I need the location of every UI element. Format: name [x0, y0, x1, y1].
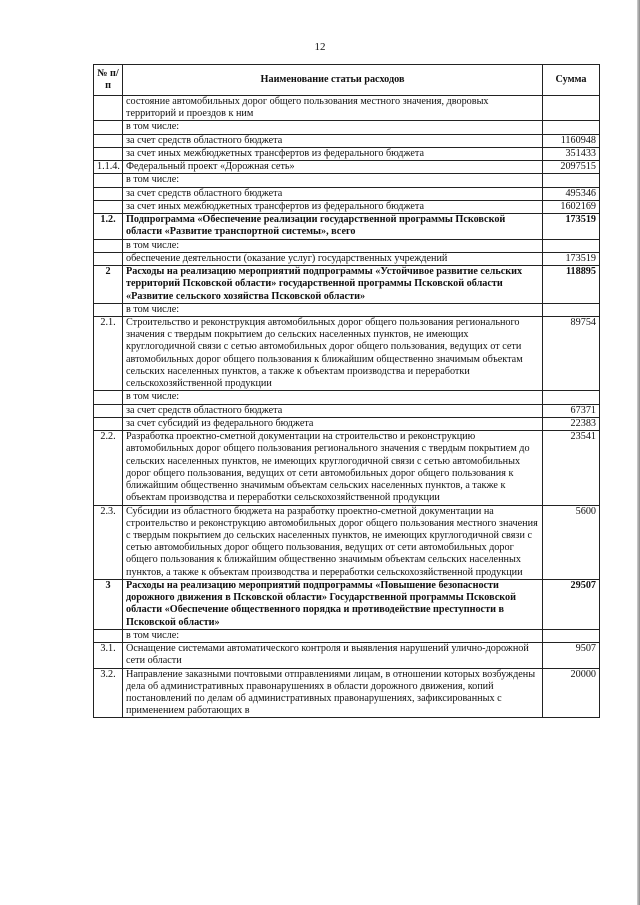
- row-name: Строительство и реконструкция автомобильных дорог общего пользования регионального значения с твердым покрытием до сельских населенных пунктов, не имеющих круглогодичной связи с сетью автомобильных дорог общего пользования, ведущих от сети автомобильных дорог общего пользования к ближайшим общественно значимым объектам сельских населенных пунктов, а также к объектам производства и переработки сельскохозяйственной продукции: [123, 316, 543, 390]
- row-name: Направление заказными почтовыми отправлениями лицам, в отношении которых возбуждены дела об административных правонарушениях в области дорожного движения, копий постановлений по делам об административных правонарушениях, зафиксированных с применением работающих в: [123, 668, 543, 718]
- table-row: [94, 266, 600, 304]
- table-row: [94, 505, 600, 579]
- row-sum: 1602169: [543, 200, 600, 213]
- table-row: [94, 303, 600, 316]
- table-row: [94, 579, 600, 629]
- header-sum: Сумма: [543, 65, 600, 96]
- table-row: [94, 417, 600, 430]
- table-row: [94, 214, 600, 239]
- row-name: за счет средств областного бюджета: [123, 404, 543, 417]
- row-sum: [543, 303, 600, 316]
- row-name: Субсидии из областного бюджета на разработку проектно-сметной документации на строительство и реконструкцию автомобильных дорог общего пользования местного значения с твердым покрытием до сельских населенных пунктов, не имеющих круглогодичной связи с сетью автомобильных дорог общего пользования, ведущих от сети автомобильных дорог общего пользования к ближайшим общественно значимым объектам сельских населенных пунктов, а также к объектам производства и переработки сельскохозяйственной продукции: [123, 505, 543, 579]
- row-name: Оснащение системами автоматического контроля и выявления нарушений улично-дорожной сети области: [123, 643, 543, 668]
- row-sum: 495346: [543, 187, 600, 200]
- row-sum: 89754: [543, 316, 600, 390]
- row-sum: 1160948: [543, 134, 600, 147]
- row-sum: 2097515: [543, 161, 600, 174]
- table-header-row: [94, 65, 600, 96]
- page-number: 12: [314, 41, 326, 53]
- row-sum: 5600: [543, 505, 600, 579]
- row-sum: 20000: [543, 668, 600, 718]
- row-number: 3.2.: [94, 668, 123, 718]
- row-sum: [543, 174, 600, 187]
- row-name: Разработка проектно-сметной документации на строительство и реконструкцию автомобильных дорог общего пользования регионального значения с твердым покрытием до сельских населенных пунктов, не имеющих круглогодичной связи с сетью автомобильных дорог общего пользования, ведущих от сети автомобильных дорог общего пользования к ближайшим общественно значимым объектам сельских населенных пунктов, а также к объектам производства и переработки сельскохозяйственной продукции: [123, 431, 543, 505]
- row-sum: [543, 629, 600, 642]
- row-number: 2: [94, 266, 123, 304]
- row-name: в том числе:: [123, 121, 543, 134]
- table-row: [94, 316, 600, 390]
- row-sum: 118895: [543, 266, 600, 304]
- table-row: [94, 174, 600, 187]
- table-row: [94, 147, 600, 160]
- table-row: [94, 252, 600, 265]
- row-number: [94, 147, 123, 160]
- row-number: [94, 134, 123, 147]
- table-row: [94, 629, 600, 642]
- budget-table: [93, 64, 600, 718]
- row-number: [94, 404, 123, 417]
- row-sum: [543, 391, 600, 404]
- row-number: 2.1.: [94, 316, 123, 390]
- row-number: [94, 239, 123, 252]
- row-number: 1.1.4.: [94, 161, 123, 174]
- table-row: [94, 161, 600, 174]
- table-row: [94, 121, 600, 134]
- row-sum: 9507: [543, 643, 600, 668]
- table-row: [94, 668, 600, 718]
- row-number: [94, 417, 123, 430]
- row-number: 2.3.: [94, 505, 123, 579]
- header-name: Наименование статьи расходов: [123, 65, 543, 96]
- row-number: 3.1.: [94, 643, 123, 668]
- row-name: Расходы на реализацию мероприятий подпрограммы «Устойчивое развитие сельских территорий Псковской области» государственной программы Псковской области «Развитие сельского хозяйства Псковской области»: [123, 266, 543, 304]
- row-number: [94, 629, 123, 642]
- row-name: Федеральный проект «Дорожная сеть»: [123, 161, 543, 174]
- table-row: [94, 239, 600, 252]
- table-row: [94, 431, 600, 505]
- row-number: [94, 200, 123, 213]
- table-row: [94, 643, 600, 668]
- row-number: [94, 121, 123, 134]
- row-sum: 173519: [543, 214, 600, 239]
- row-number: 1.2.: [94, 214, 123, 239]
- table-row: [94, 187, 600, 200]
- row-number: [94, 174, 123, 187]
- row-sum: 29507: [543, 579, 600, 629]
- row-sum: 173519: [543, 252, 600, 265]
- row-sum: [543, 96, 600, 121]
- row-number: [94, 96, 123, 121]
- header-num: № п/п: [94, 65, 123, 96]
- row-number: [94, 187, 123, 200]
- table-row: [94, 96, 600, 121]
- row-name: в том числе:: [123, 239, 543, 252]
- row-number: 3: [94, 579, 123, 629]
- row-name: Расходы на реализацию мероприятий подпрограммы «Повышение безопасности дорожного движения в Псковской области» Государственной программы Псковской области «Обеспечение общественного порядка и противодействие преступности в Псковской области»: [123, 579, 543, 629]
- row-name: в том числе:: [123, 629, 543, 642]
- row-name: за счет иных межбюджетных трансфертов из федерального бюджета: [123, 200, 543, 213]
- row-name: в том числе:: [123, 303, 543, 316]
- row-name: Подпрограмма «Обеспечение реализации государственной программы Псковской области «Развитие транспортной системы», всего: [123, 214, 543, 239]
- row-sum: 67371: [543, 404, 600, 417]
- row-name: в том числе:: [123, 174, 543, 187]
- table-row: [94, 200, 600, 213]
- row-name: состояние автомобильных дорог общего пользования местного значения, дворовых территорий и проездов к ним: [123, 96, 543, 121]
- row-name: за счет средств областного бюджета: [123, 134, 543, 147]
- table-row: [94, 391, 600, 404]
- row-sum: [543, 121, 600, 134]
- row-name: обеспечение деятельности (оказание услуг) государственных учреждений: [123, 252, 543, 265]
- row-number: [94, 303, 123, 316]
- row-number: 2.2.: [94, 431, 123, 505]
- row-name: за счет иных межбюджетных трансфертов из федерального бюджета: [123, 147, 543, 160]
- row-sum: 23541: [543, 431, 600, 505]
- table-row: [94, 134, 600, 147]
- row-sum: [543, 239, 600, 252]
- row-name: в том числе:: [123, 391, 543, 404]
- row-number: [94, 391, 123, 404]
- row-sum: 351433: [543, 147, 600, 160]
- row-name: за счет субсидий из федерального бюджета: [123, 417, 543, 430]
- table-row: [94, 404, 600, 417]
- row-sum: 22383: [543, 417, 600, 430]
- row-number: [94, 252, 123, 265]
- row-name: за счет средств областного бюджета: [123, 187, 543, 200]
